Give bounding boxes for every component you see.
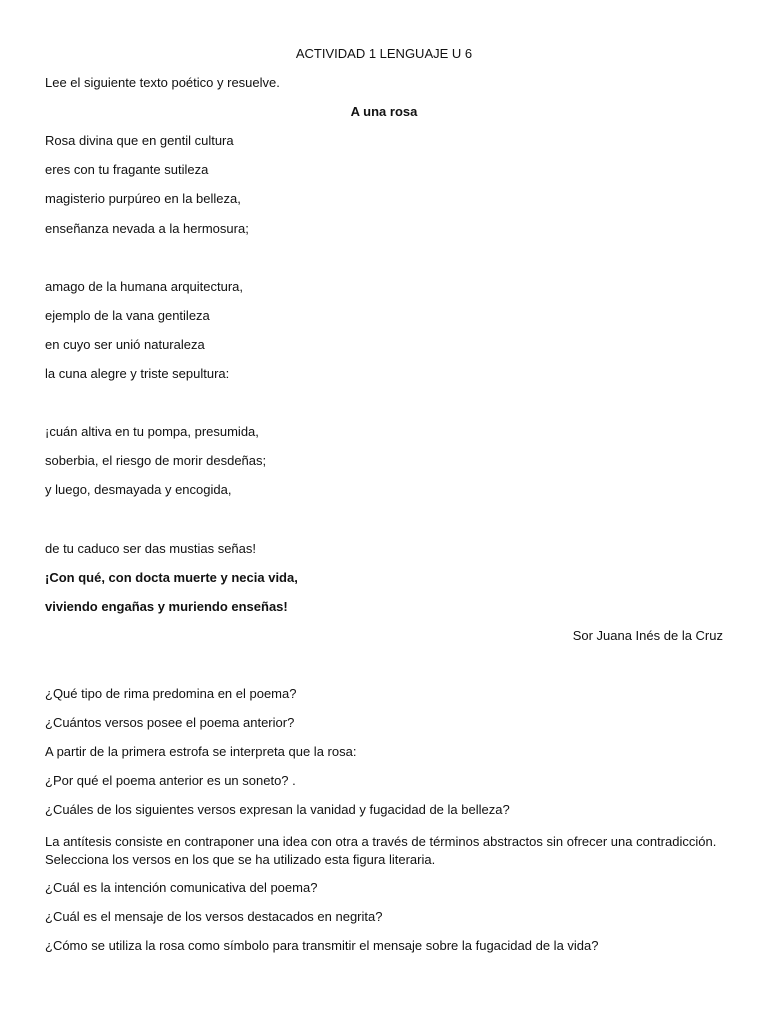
poem-verse: y luego, desmayada y encogida, xyxy=(45,482,232,498)
poem-verse: eres con tu fragante sutileza xyxy=(45,162,209,178)
stanza-gap xyxy=(45,250,723,279)
poem-verse: amago de la humana arquitectura, xyxy=(45,278,244,294)
poem-verse: ¡cuán altiva en tu pompa, presumida, xyxy=(45,424,259,440)
poem-verse: de tu caduco ser das mustias señas! xyxy=(45,540,257,556)
document-page xyxy=(45,46,723,967)
questions-list xyxy=(45,686,723,967)
poem-verse: enseñanza nevada a la hermosura; xyxy=(45,220,249,236)
stanza-gap xyxy=(45,395,723,424)
poem-stanza-4 xyxy=(45,541,723,628)
section-gap xyxy=(45,657,723,686)
poem-verse-bold: viviendo engañas y muriendo enseñas! xyxy=(45,598,288,614)
poem-stanza-1 xyxy=(45,133,723,249)
stanza-gap xyxy=(45,512,723,541)
poem-stanza-3 xyxy=(45,424,723,511)
question-item: ¿Por qué el poema anterior es un soneto? . xyxy=(45,773,296,789)
question-item: La antítesis consiste en contraponer una idea con otra a través de términos abstractos sin ofrecer una contradicción. Selecciona los versos en los que se ha utilizado esta figura literaria. xyxy=(45,833,717,867)
poem-verse: en cuyo ser unió naturaleza xyxy=(45,336,205,352)
question-item: ¿Cuántos versos posee el poema anterior? xyxy=(45,715,295,731)
question-item: ¿Cómo se utiliza la rosa como símbolo para transmitir el mensaje sobre la fugacidad de la vida? xyxy=(45,937,599,953)
question-item: ¿Cuál es la intención comunicativa del poema? xyxy=(45,879,318,895)
question-item: ¿Qué tipo de rima predomina en el poema? xyxy=(45,686,297,702)
question-item: A partir de la primera estrofa se interpreta que la rosa: xyxy=(45,744,357,760)
poem-verse: la cuna alegre y triste sepultura: xyxy=(45,366,230,382)
poem-verse: ejemplo de la vana gentileza xyxy=(45,307,210,323)
instruction-text: Lee el siguiente texto poético y resuelve. xyxy=(45,75,280,91)
poem-verse: Rosa divina que en gentil cultura xyxy=(45,133,234,149)
poem-verse: magisterio purpúreo en la belleza, xyxy=(45,191,241,207)
question-item: ¿Cuáles de los siguientes versos expresan la vanidad y fugacidad de la belleza? xyxy=(45,802,510,818)
poem-verse: soberbia, el riesgo de morir desdeñas; xyxy=(45,453,267,469)
question-item: ¿Cuál es el mensaje de los versos destacados en negrita? xyxy=(45,908,383,924)
poem-verse-bold: ¡Con qué, con docta muerte y necia vida, xyxy=(45,569,298,585)
poem-author: Sor Juana Inés de la Cruz xyxy=(572,627,723,643)
poem-title: A una rosa xyxy=(350,104,418,120)
poem-stanza-2 xyxy=(45,279,723,395)
document-title: ACTIVIDAD 1 LENGUAJE U 6 xyxy=(295,46,473,61)
